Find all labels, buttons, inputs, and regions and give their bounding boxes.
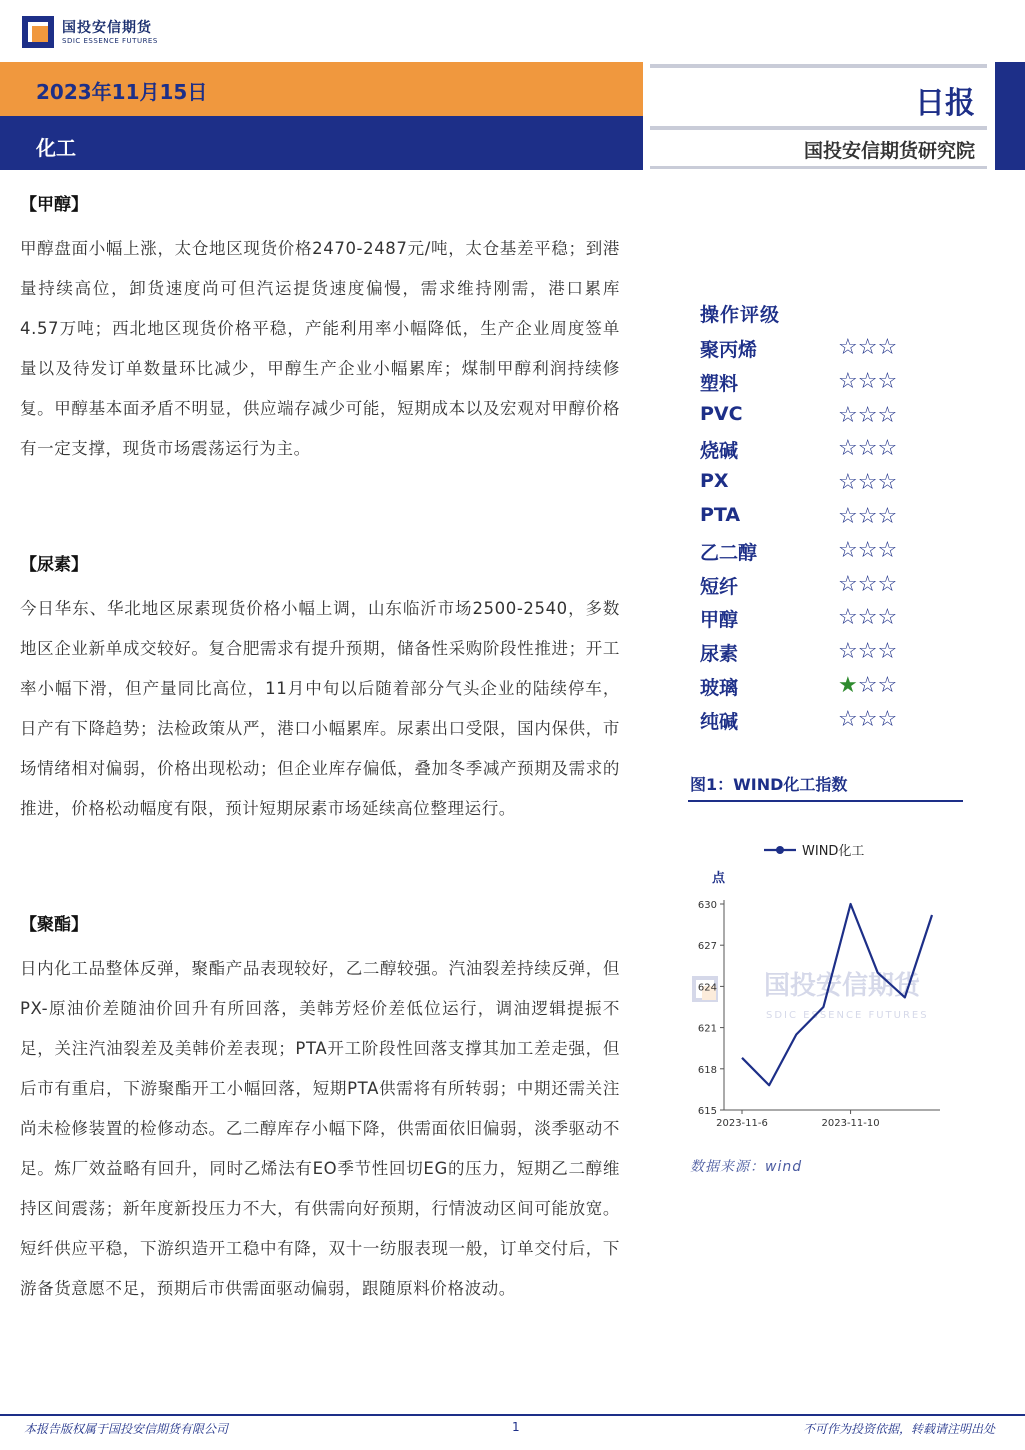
star-outline-icon: ☆: [857, 503, 878, 529]
page-number: 1: [512, 1420, 520, 1434]
star-outline-icon: ☆: [877, 368, 898, 394]
star-outline-icon: ☆: [877, 672, 898, 698]
sector-band: [0, 116, 643, 170]
rating-product-name: 甲醇: [700, 609, 739, 632]
rating-row: [700, 603, 920, 637]
rating-row: [700, 570, 920, 604]
logo-name-en: SDIC ESSENCE FUTURES: [62, 37, 158, 45]
star-outline-icon: ☆: [838, 537, 858, 563]
rating-row: [700, 705, 920, 739]
rating-row: [700, 401, 920, 435]
rating-product-name: PX: [700, 470, 729, 493]
star-outline-icon: ☆: [857, 537, 878, 563]
figure-title-rule: [688, 800, 963, 802]
y-tick-label: 621: [697, 1023, 717, 1035]
star-outline-icon: ☆: [838, 706, 858, 732]
x-tick-label: 2023-11-6: [716, 1118, 768, 1129]
star-outline-icon: ☆: [838, 605, 858, 631]
rating-product-name: 纯碱: [700, 710, 739, 733]
star-outline-icon: ☆: [877, 639, 898, 665]
star-outline-icon: ☆: [857, 571, 878, 597]
watermark: [694, 970, 929, 1021]
star-outline-icon: ☆: [838, 571, 858, 597]
star-outline-icon: ☆: [857, 706, 878, 732]
star-filled-icon: ★: [838, 672, 858, 698]
section-polyester: [20, 910, 620, 1309]
rating-product-name: 玻璃: [700, 676, 739, 699]
y-tick-label: 630: [697, 900, 717, 911]
rating-row: [700, 637, 920, 671]
star-outline-icon: ☆: [877, 335, 898, 360]
rating-stars: [838, 403, 897, 429]
report-type: 日报: [915, 86, 975, 121]
footer-rule: [0, 1414, 1025, 1416]
star-outline-icon: ☆: [877, 470, 898, 496]
rating-stars: [838, 673, 897, 699]
rating-product-name: PVC: [700, 402, 743, 425]
y-axis-label: 点: [712, 871, 726, 886]
star-outline-icon: ☆: [877, 605, 898, 631]
svg-text:SDIC ESSENCE FUTURES: SDIC ESSENCE FUTURES: [766, 1010, 929, 1021]
star-outline-icon: ☆: [838, 402, 858, 428]
section-title: 【尿素】: [20, 555, 88, 575]
header-divider-top: [650, 64, 987, 68]
rating-row: [700, 333, 920, 367]
y-tick-label: 624: [697, 982, 717, 994]
star-outline-icon: ☆: [857, 436, 878, 462]
rating-stars: [838, 436, 897, 462]
section-body: 甲醇盘面小幅上涨，太仓地区现货价格2470-2487元/吨，太仓基差平稳；到港量持续高位，卸货速度尚可但汽运提货速度偏慢，需求维持刚需，港口累库4.57万吨；西北地区现货价格平稳，产能利用率小幅降低，生产企业周度签单量以及待发订单数量环比减少，甲醇生产企业小幅累库；煤制甲醇利润持续修复。甲醇基本面矛盾不明显，供应端存减少可能，短期成本以及宏观对甲醇价格有一定支撑，现货市场震荡运行为主。: [20, 239, 620, 458]
rating-product-name: 尿素: [700, 643, 739, 666]
figure-title: 图1：WIND化工指数: [690, 775, 848, 794]
rating-product-name: 乙二醇: [700, 541, 758, 564]
header-side-bar: [995, 62, 1025, 170]
y-tick-label: 615: [697, 1106, 717, 1117]
rating-stars: [838, 538, 897, 564]
star-outline-icon: ☆: [877, 571, 898, 597]
star-outline-icon: ☆: [838, 503, 858, 529]
rating-stars: [838, 639, 897, 665]
company-logo: [22, 14, 172, 52]
rating-stars: [838, 470, 897, 496]
star-outline-icon: ☆: [838, 436, 858, 462]
star-outline-icon: ☆: [857, 672, 878, 698]
x-tick-label: 2023-11-10: [821, 1118, 880, 1129]
footer-disclaimer: 不可作为投资依据，转载请注明出处: [802, 1422, 995, 1436]
legend-marker: [776, 846, 784, 854]
report-date: 2023年11月15日: [36, 80, 208, 104]
star-outline-icon: ☆: [857, 605, 878, 631]
section-title: 【甲醇】: [20, 195, 88, 215]
rating-stars: [838, 369, 897, 395]
rating-product-name: 聚丙烯: [700, 339, 758, 361]
footer-copyright: 本报告版权属于国投安信期货有限公司: [24, 1422, 229, 1436]
star-outline-icon: ☆: [838, 470, 858, 496]
rating-row: [700, 671, 920, 705]
legend-label: WIND化工: [802, 844, 865, 859]
svg-text:国投安信期货: 国投安信期货: [764, 971, 921, 1001]
star-outline-icon: ☆: [857, 402, 878, 428]
wind-chemical-index-chart: [680, 830, 970, 1140]
rating-title: 操作评级: [700, 304, 781, 326]
star-outline-icon: ☆: [877, 503, 898, 529]
header-divider-bottom: [650, 166, 987, 169]
star-outline-icon: ☆: [838, 335, 858, 360]
rating-row: [700, 468, 920, 502]
logo-name-cn: 国投安信期货: [62, 20, 152, 36]
rating-row: [700, 367, 920, 401]
section-body: 今日华东、华北地区尿素现货价格小幅上调，山东临沂市场2500-2540，多数地区企业新单成交较好。复合肥需求有提升预期，储备性采购阶段性推进；开工率小幅下滑，但产量同比高位，11月中旬以后随着部分气头企业的陆续停车，日产有下降趋势；法检政策从严，港口小幅累库。尿素出口受限，国内保供，市场情绪相对偏弱，价格出现松动；但企业库存偏低，叠加冬季减产预期及需求的推进，价格松动幅度有限，预计短期尿素市场延续高位整理运行。: [20, 599, 620, 818]
rating-row: [700, 434, 920, 468]
rating-stars: [838, 504, 897, 530]
section-urea: [20, 550, 620, 829]
rating-stars: [838, 605, 897, 631]
institute-name: 国投安信期货研究院: [803, 140, 975, 162]
rating-product-name: 烧碱: [700, 440, 739, 463]
section-title: 【聚酯】: [20, 915, 88, 935]
rating-stars: [838, 707, 897, 733]
rating-stars: [838, 572, 897, 598]
rating-product-name: 塑料: [700, 372, 739, 395]
star-outline-icon: ☆: [857, 639, 878, 665]
rating-stars: [838, 335, 897, 361]
figure-source: 数据来源：wind: [690, 1159, 803, 1175]
section-body: 日内化工品整体反弹，聚酯产品表现较好，乙二醇较强。汽油裂差持续反弹，但PX-原油价差随油价回升有所回落，美韩芳烃价差低位运行，调油逻辑提振不足，关注汽油裂差及美韩价差表现；PTA开工阶段性回落支撑其加工差走强，但后市有重启，下游聚酯开工小幅回落，短期PTA供需将有所转弱；中期还需关注尚未检修装置的检修动态。乙二醇库存小幅下降，供需面依旧偏弱，淡季驱动不足。炼厂效益略有回升，同时乙烯法有EO季节性回切EG的压力，短期乙二醇维持区间震荡；新年度新投压力不大，有供需向好预期，行情波动区间可能放宽。短纤供应平稳，下游织造开工稳中有降，双十一纺服表现一般，订单交付后，下游备货意愿不足，预期后市供需面驱动偏弱，跟随原料价格波动。: [20, 959, 620, 1298]
rating-row: [700, 502, 920, 536]
y-tick-label: 618: [697, 1064, 717, 1076]
star-outline-icon: ☆: [838, 639, 858, 665]
rating-list: [700, 333, 920, 739]
star-outline-icon: ☆: [838, 368, 858, 394]
section-methanol: [20, 190, 620, 469]
star-outline-icon: ☆: [877, 402, 898, 428]
star-outline-icon: ☆: [877, 537, 898, 563]
rating-product-name: PTA: [700, 503, 741, 526]
star-outline-icon: ☆: [877, 706, 898, 732]
report-sector: 化工: [36, 136, 76, 160]
header-divider-middle: [650, 126, 987, 130]
date-band: [0, 62, 643, 116]
logo-mark-icon: [22, 16, 54, 48]
star-outline-icon: ☆: [857, 335, 878, 360]
rating-row: [700, 536, 920, 570]
star-outline-icon: ☆: [857, 368, 878, 394]
star-outline-icon: ☆: [877, 436, 898, 462]
rating-product-name: 短纤: [700, 575, 739, 598]
star-outline-icon: ☆: [857, 470, 878, 496]
y-tick-label: 627: [697, 941, 717, 953]
